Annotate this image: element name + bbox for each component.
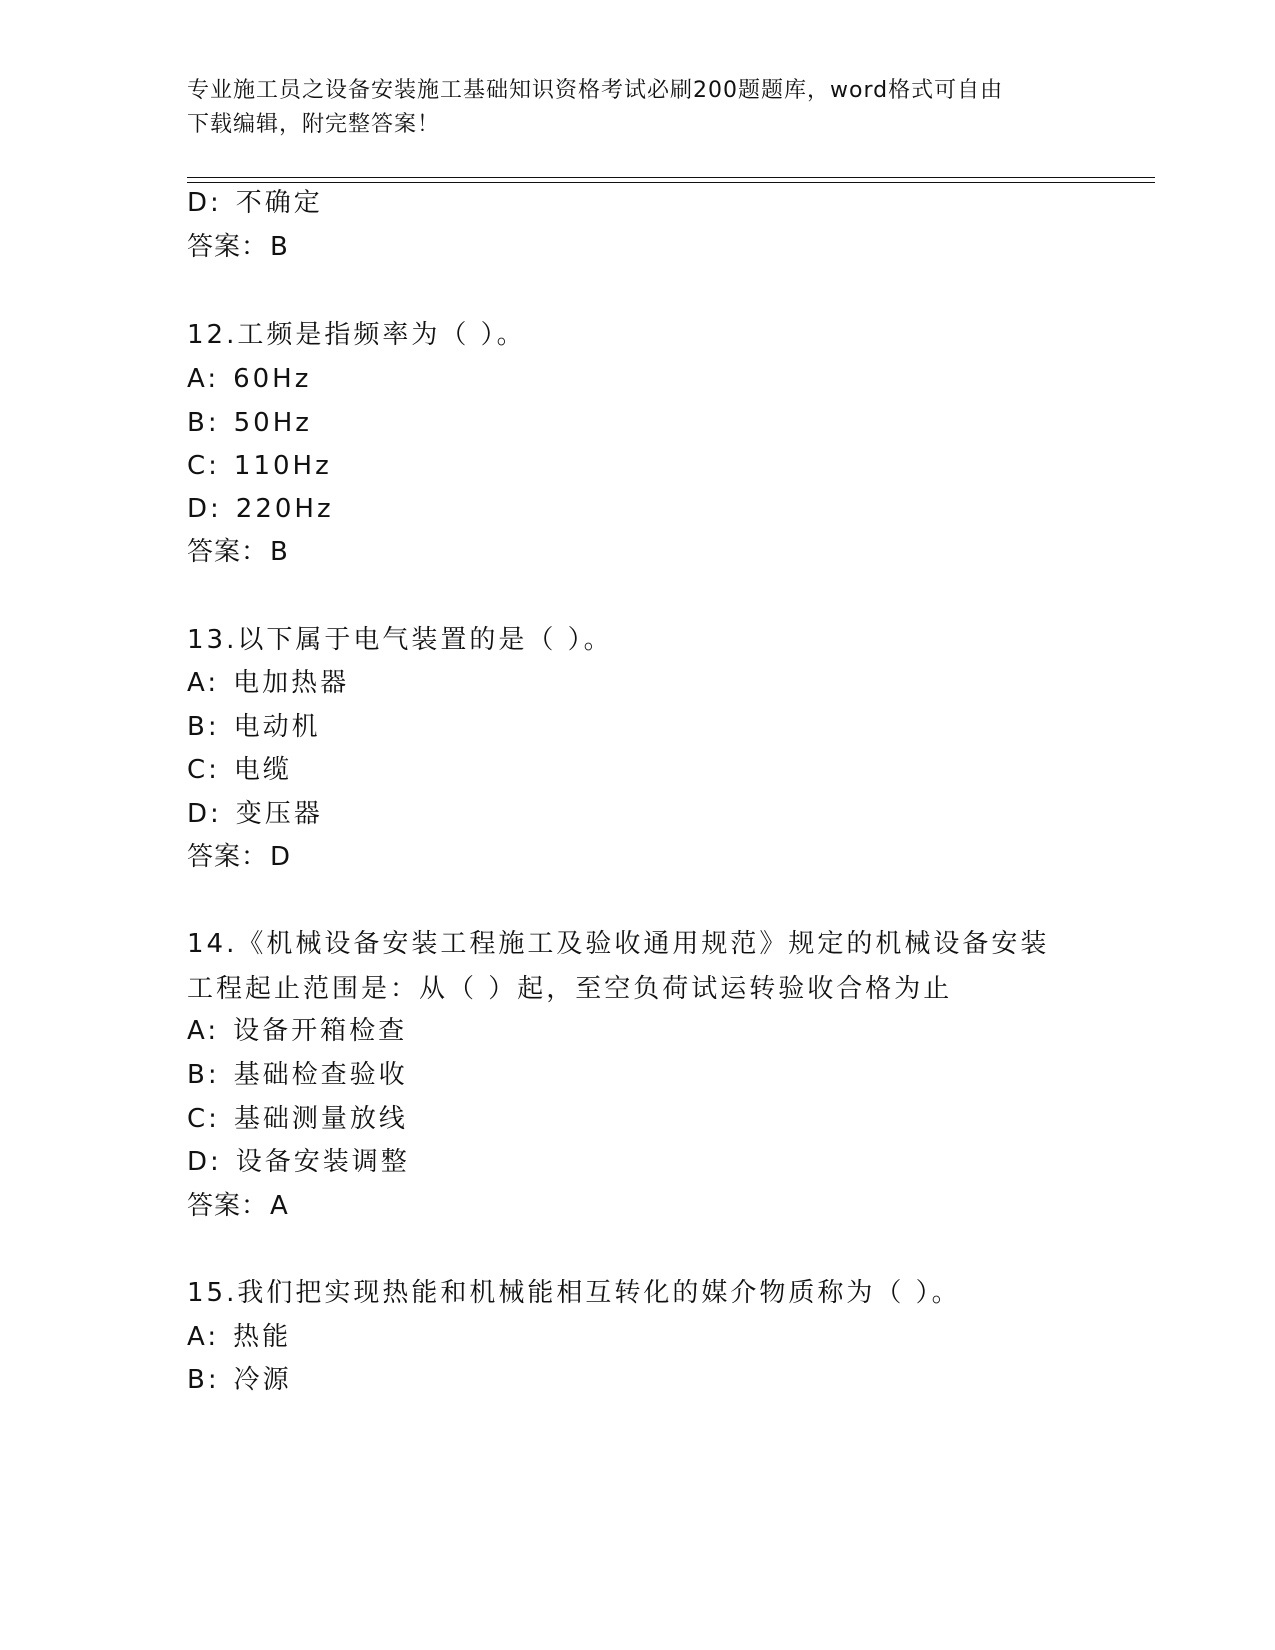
answer-value: D <box>270 842 292 872</box>
option-key: C: <box>187 451 220 481</box>
option-key: B: <box>187 712 220 742</box>
q12-option-a <box>187 362 311 396</box>
q13-option-a <box>187 666 349 700</box>
option-text: 110Hz <box>233 451 332 481</box>
q13-stem: 13.以下属于电气装置的是（ ）。 <box>187 625 613 655</box>
option-key: D: <box>187 494 222 524</box>
option-text: 变压器 <box>235 799 323 829</box>
option-key: A: <box>187 364 220 394</box>
q14-option-a <box>187 1014 407 1048</box>
option-key: A: <box>187 1322 220 1352</box>
option-text: 电动机 <box>233 712 321 742</box>
option-text: 220Hz <box>235 494 334 524</box>
answer-label: 答案： <box>187 537 269 567</box>
option-key: D: <box>187 799 222 829</box>
q15-stem: 15.我们把实现热能和机械能相互转化的媒介物质称为（ ）。 <box>187 1278 961 1308</box>
option-key: B: <box>187 1060 220 1090</box>
option-text: 60Hz <box>233 364 312 394</box>
option-key: B: <box>187 408 220 438</box>
q13-option-d <box>187 797 323 831</box>
option-key: B: <box>187 1365 220 1395</box>
document-header <box>187 74 1067 142</box>
option-key: C: <box>187 1104 220 1134</box>
option-text: 不确定 <box>235 188 323 218</box>
q11-answer <box>187 230 289 264</box>
option-text: 50Hz <box>233 408 312 438</box>
option-text: 热能 <box>233 1322 292 1352</box>
answer-label: 答案： <box>187 842 269 872</box>
q12-option-b <box>187 406 312 440</box>
q14-option-d <box>187 1145 410 1179</box>
option-text: 电加热器 <box>233 668 350 698</box>
header-divider-top <box>187 177 1155 178</box>
option-text: 设备开箱检查 <box>233 1016 408 1046</box>
q11-option-d <box>187 186 323 220</box>
q15-option-b <box>187 1363 292 1397</box>
q15-option-a <box>187 1320 291 1354</box>
q12-option-c <box>187 449 332 483</box>
q12-option-d <box>187 492 334 526</box>
q13-option-c <box>187 753 292 787</box>
header-title-line-1: 专业施工员之设备安装施工基础知识资格考试必刷200题题库，word格式可自由 <box>187 78 1004 103</box>
option-key: A: <box>187 1016 220 1046</box>
answer-label: 答案： <box>187 1191 269 1221</box>
answer-label: 答案： <box>187 232 269 262</box>
answer-value: A <box>270 1191 289 1221</box>
header-divider-bottom <box>187 182 1155 183</box>
q12-stem: 12.工频是指频率为（ ）。 <box>187 320 526 350</box>
option-text: 电缆 <box>233 755 292 785</box>
q13-option-b <box>187 710 321 744</box>
option-text: 设备安装调整 <box>235 1147 410 1177</box>
answer-value: B <box>270 232 289 262</box>
option-key: C: <box>187 755 220 785</box>
q14-option-b <box>187 1058 408 1092</box>
option-key: D: <box>187 1147 222 1177</box>
option-key: D: <box>187 188 222 218</box>
q12-answer <box>187 535 289 569</box>
option-text: 基础测量放线 <box>233 1104 408 1134</box>
answer-value: B <box>270 537 289 567</box>
q14-stem: 14.《机械设备安装工程施工及验收通用规范》规定的机械设备安装工程起止范围是：从（ ）起，至空负荷试运转验收合格为止 <box>187 929 1050 1004</box>
q14-option-c <box>187 1102 408 1136</box>
q13-answer <box>187 840 291 874</box>
option-text: 基础检查验收 <box>233 1060 408 1090</box>
option-text: 冷源 <box>233 1365 292 1395</box>
option-key: A: <box>187 668 220 698</box>
header-title-line-2: 下载编辑，附完整答案！ <box>187 112 441 137</box>
q14-answer <box>187 1189 289 1223</box>
